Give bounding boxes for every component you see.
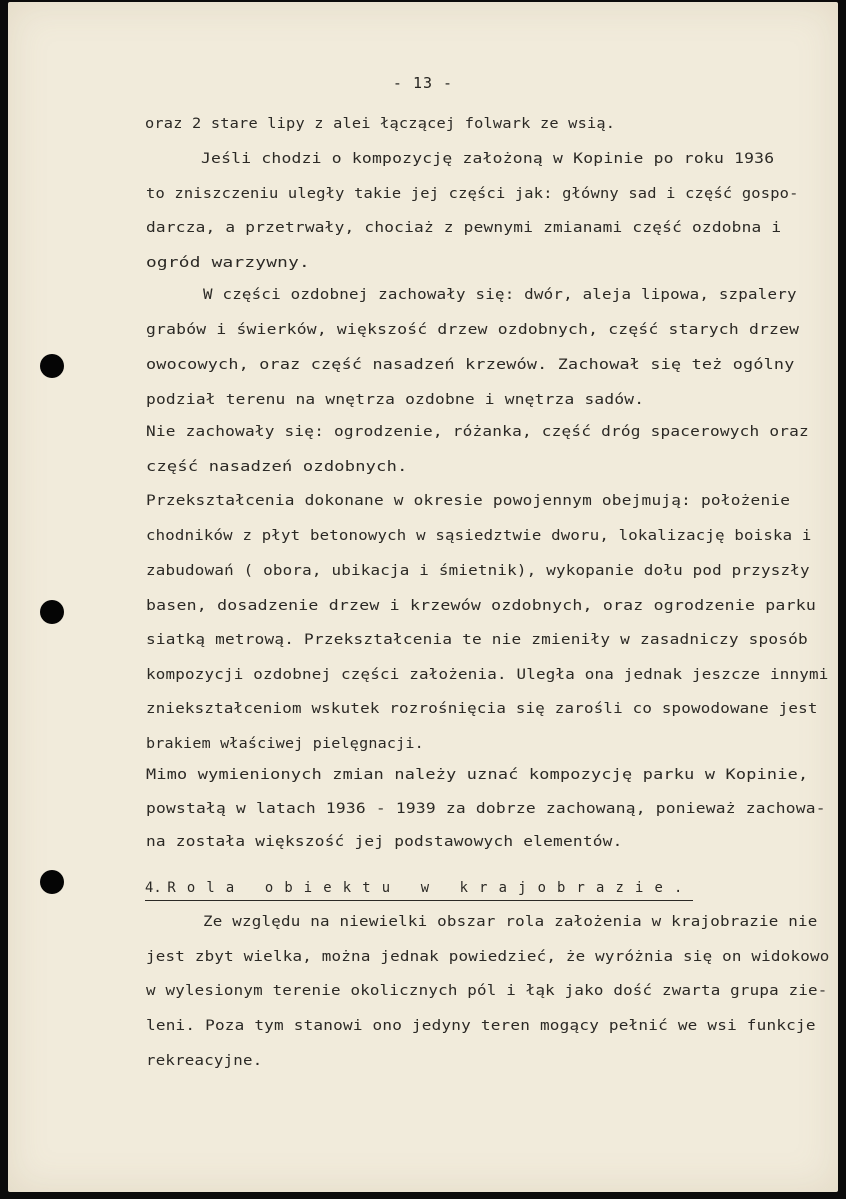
text-line: chodników z płyt betonowych w sąsiedztwie dworu, lokalizację boiska i (146, 528, 812, 544)
text-line: na została większość jej podstawowych elementów. (146, 834, 623, 850)
text-line: leni. Poza tym stanowi ono jedyny teren mogący pełnić we wsi funkcje (146, 1018, 816, 1034)
text-line: jest zbyt wielka, można jednak powiedzieć, że wyróżnia się on widokowo (146, 949, 830, 965)
text-line: basen, dosadzenie drzew i krzewów ozdobnych, oraz ogrodzenie parku (146, 598, 817, 614)
page-number: - 13 - (392, 74, 454, 92)
text-line: Nie zachowały się: ogrodzenie, różanka, część dróg spacerowych oraz (146, 424, 809, 440)
text-line: podział terenu na wnętrza ozdobne i wnętrza sadów. (146, 392, 645, 408)
text-line: owocowych, oraz część nasadzeń krzewów. Zachował się też ogólny (146, 357, 795, 373)
text-line: ogród warzywny. (146, 255, 310, 271)
text-line: Jeśli chodzi o kompozycję założoną w Kopinie po roku 1936 (201, 151, 775, 167)
text-line: oraz 2 stare lipy z alei łączącej folwark ze wsią. (145, 116, 616, 132)
text-line: Przekształcenia dokonane w okresie powojennym obejmują: położenie (146, 493, 791, 509)
text-line: zabudowań ( obora, ubikacja i śmietnik), wykopanie dołu pod przyszły (146, 563, 810, 579)
punch-hole (40, 354, 64, 378)
text-line: W części ozdobnej zachowały się: dwór, aleja lipowa, szpalery (203, 287, 797, 303)
text-line: powstałą w latach 1936 - 1939 za dobrze zachowaną, ponieważ zachowa- (146, 801, 826, 817)
text-line: to zniszczeniu uległy takie jej części jak: główny sad i część gospo- (146, 186, 799, 202)
heading-underline (145, 900, 693, 901)
text-line: brakiem właściwej pielęgnacji. (146, 736, 424, 752)
text-line: darcza, a przetrwały, chociaż z pewnymi zmianami część ozdobna i (146, 220, 782, 236)
punch-hole (40, 870, 64, 894)
text-line: rekreacyjne. (146, 1053, 263, 1069)
section-heading (145, 878, 693, 898)
text-line: zniekształceniom wskutek rozrośnięcia się zarośli co spowodowane jest (146, 701, 818, 717)
text-line: siatką metrową. Przekształcenia te nie zmieniły w zasadniczy sposób (146, 632, 808, 648)
text-line: w wylesionym terenie okolicznych pól i łąk jako dość zwarta grupa zie- (146, 983, 828, 999)
section-title: Rola obiektu w krajobrazie. (167, 880, 694, 896)
punch-hole (40, 600, 64, 624)
text-line: kompozycji ozdobnej części założenia. Uległa ona jednak jeszcze innymi (146, 667, 829, 683)
text-line: Ze względu na niewielki obszar rola założenia w krajobrazie nie (203, 914, 818, 930)
text-line: Mimo wymienionych zmian należy uznać kompozycję parku w Kopinie, (146, 767, 809, 783)
text-line: część nasadzeń ozdobnych. (146, 459, 408, 475)
text-line: grabów i świerków, większość drzew ozdobnych, część starych drzew (146, 322, 800, 338)
section-number: 4. (145, 880, 162, 896)
document-page (8, 2, 838, 1192)
